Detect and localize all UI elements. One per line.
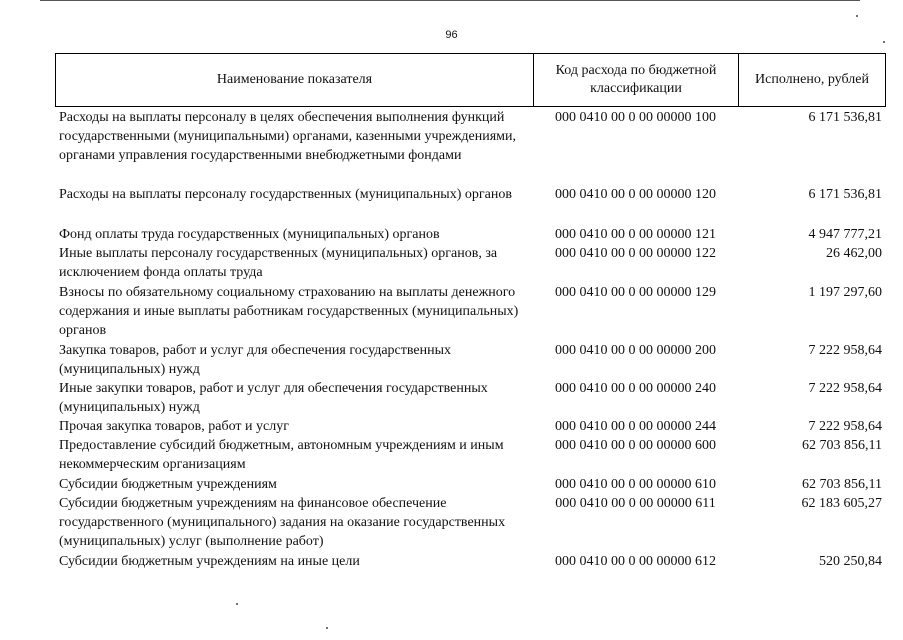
row-amount: 62 183 605,27 xyxy=(801,496,882,511)
row-name: Субсидии бюджетным учреждениям на финансовое обеспечение государственного (муниципального) задания на оказание государственных (муниципальных) услуг (выполнение работ) xyxy=(59,496,506,549)
table-row xyxy=(55,436,886,475)
row-amount: 6 171 536,81 xyxy=(808,187,882,202)
row-amount: 26 462,00 xyxy=(826,246,882,261)
row-code: 000 0410 00 0 00 00000 100 xyxy=(555,110,716,125)
row-amount: 520 250,84 xyxy=(819,554,882,569)
row-amount: 7 222 958,64 xyxy=(808,381,882,396)
table-row xyxy=(55,417,886,436)
table-row xyxy=(55,475,886,494)
table-row xyxy=(55,379,886,417)
row-code: 000 0410 00 0 00 00000 610 xyxy=(555,477,716,492)
table-body xyxy=(55,108,886,571)
header-name: Наименование показателя xyxy=(56,54,534,106)
scan-speck xyxy=(236,603,238,605)
table-row xyxy=(55,225,886,244)
row-amount: 1 197 297,60 xyxy=(808,285,882,300)
row-code: 000 0410 00 0 00 00000 122 xyxy=(555,246,716,261)
row-name: Предоставление субсидий бюджетным, автономным учреждениям и иным некоммерческим организациям xyxy=(59,438,504,472)
row-code: 000 0410 00 0 00 00000 240 xyxy=(555,381,716,396)
row-code: 000 0410 00 0 00 00000 200 xyxy=(555,343,716,358)
row-code: 000 0410 00 0 00 00000 612 xyxy=(555,554,716,569)
row-name: Иные закупки товаров, работ и услуг для обеспечения государственных (муниципальных) нужд xyxy=(59,381,488,415)
table-row xyxy=(55,283,886,341)
row-code: 000 0410 00 0 00 00000 121 xyxy=(555,227,716,242)
row-amount: 4 947 777,21 xyxy=(808,227,882,242)
row-name: Прочая закупка товаров, работ и услуг xyxy=(59,419,289,434)
table-row xyxy=(55,185,886,225)
header-code: Код расхода по бюджетной классификации xyxy=(534,54,739,106)
row-amount: 6 171 536,81 xyxy=(808,110,882,125)
table-row xyxy=(55,108,886,185)
table-row xyxy=(55,341,886,379)
scan-speck xyxy=(326,627,328,629)
row-name: Субсидии бюджетным учреждениям на иные цели xyxy=(59,554,360,569)
row-amount: 62 703 856,11 xyxy=(802,477,882,492)
row-code: 000 0410 00 0 00 00000 600 xyxy=(555,438,716,453)
row-code: 000 0410 00 0 00 00000 244 xyxy=(555,419,716,434)
row-amount: 62 703 856,11 xyxy=(802,438,882,453)
row-amount: 7 222 958,64 xyxy=(808,419,882,434)
page-number: 96 xyxy=(445,29,458,41)
table-row xyxy=(55,494,886,552)
row-name: Закупка товаров, работ и услуг для обеспечения государственных (муниципальных) нужд xyxy=(59,343,452,377)
row-code: 000 0410 00 0 00 00000 129 xyxy=(555,285,716,300)
table-row xyxy=(55,244,886,283)
row-name: Взносы по обязательному социальному страхованию на выплаты денежного содержания и иные выплаты работникам государственных (муниципальных) органов xyxy=(59,285,519,338)
row-amount: 7 222 958,64 xyxy=(808,343,882,358)
scan-speck xyxy=(883,41,885,43)
row-name: Расходы на выплаты персоналу государственных (муниципальных) органов xyxy=(59,187,512,202)
row-name: Расходы на выплаты персоналу в целях обеспечения выполнения функций государственными (муниципальными) органами, казенными учреждениями, органами управления государственными внебюджетными фондами xyxy=(59,110,516,163)
row-name: Субсидии бюджетным учреждениям xyxy=(59,477,277,492)
row-name: Иные выплаты персоналу государственных (муниципальных) органов, за исключением фонда оплаты труда xyxy=(59,246,498,280)
table-header xyxy=(55,53,886,107)
row-code: 000 0410 00 0 00 00000 120 xyxy=(555,187,716,202)
table-row xyxy=(55,552,886,571)
row-code: 000 0410 00 0 00 00000 611 xyxy=(555,496,716,511)
header-executed: Исполнено, рублей xyxy=(755,72,869,87)
scan-speck xyxy=(856,15,858,17)
scan-top-edge xyxy=(40,0,860,1)
row-name: Фонд оплаты труда государственных (муниципальных) органов xyxy=(59,227,440,242)
